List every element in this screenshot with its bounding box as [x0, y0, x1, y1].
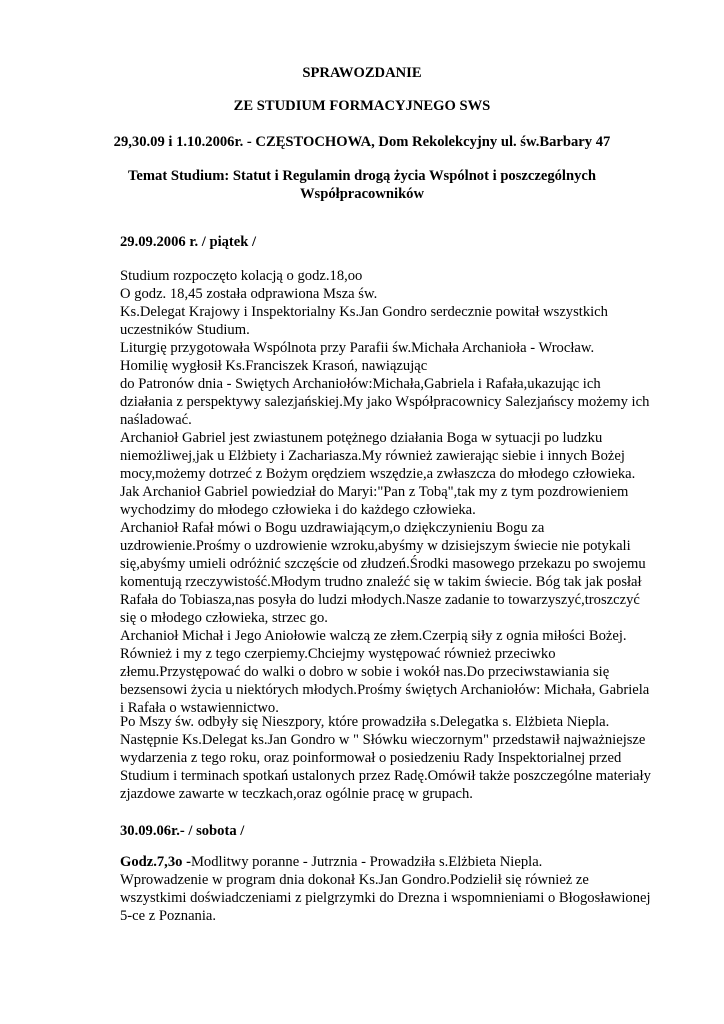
- text-line: uczestników Studium.: [120, 322, 250, 338]
- time-label: Godz.7,3o -: [120, 854, 191, 870]
- morning-lines: [120, 871, 660, 925]
- text-line: działania z perspektywy salezjańskiej.My jako Współpracownicy Salezjańscy możemy ich: [120, 394, 650, 410]
- theme-line-1: Temat Studium: Statut i Regulamin drogą życia Wspólnot i poszczególnych: [128, 168, 596, 184]
- text-line: zjazdowe zawarte w teczkach,oraz ogólnie pracę w grupach.: [120, 786, 473, 802]
- text-line: Archanioł Michał i Jego Aniołowie walczą ze złem.Czerpią siły z ognia miłości Bożej.: [120, 628, 627, 644]
- text-line: Liturgię przygotowała Wspólnota przy Parafii św.Michała Archanioła - Wrocław.: [120, 340, 595, 356]
- text-line: się,abyśmy umieli odróżnić szczęście od złudzeń.Środki masowego przekazu po swojemu: [120, 556, 646, 572]
- evening-paragraph: [120, 713, 660, 803]
- text-line: [120, 853, 660, 871]
- day1-heading: 29.09.2006 r. / piątek /: [120, 234, 257, 250]
- text-line: O godz. 18,45 została odprawiona Msza św.: [120, 286, 378, 302]
- text-line: mocy,możemy dotrzeć z Bożym orędziem wszędzie,a zwłaszcza do młodego człowieka.: [120, 466, 636, 482]
- text-line: Po Mszy św. odbyły się Nieszpory, które prowadziła s.Delegatka s. Elżbieta Niepla.: [120, 714, 610, 730]
- text-line: wszystkimi doświadczeniami z pielgrzymki do Drezna i wspomnieniami o Błogosławionej: [120, 890, 651, 906]
- text-line: Studium rozpoczęto kolacją o godz.18,oo: [120, 268, 363, 284]
- text-line: niemożliwej,jak u Elżbiety i Zachariasza.My również zawierając siebie i innych Bożej: [120, 448, 625, 464]
- text-line: bezsensowi życia u niektórych młodych.Prośmy świętych Archaniołów: Michała, Gabriela: [120, 682, 650, 698]
- day2-heading: 30.09.06r.- / sobota /: [120, 823, 245, 839]
- text-line: wychodzimy do młodego człowieka i do każdego człowieka.: [120, 502, 476, 518]
- morning-paragraph: [120, 853, 660, 925]
- text-line: do Patronów dnia - Swiętych Archaniołów:Michała,Gabriela i Rafała,ukazując ich: [120, 376, 601, 392]
- text-line: Homilię wygłosił Ks.Franciszek Krasoń, nawiązując: [120, 358, 428, 374]
- theme-line-2: Współpracowników: [299, 186, 425, 202]
- text-line: Archanioł Gabriel jest zwiastunem potężnego działania Boga w sytuacji po ludzku: [120, 430, 603, 446]
- text-line: Archanioł Rafał mówi o Bogu uzdrawiającym,o dziękczynieniu Bogu za: [120, 520, 545, 536]
- text-line: Również i my z tego czerpiemy.Chciejmy występować również przeciwko: [120, 646, 556, 662]
- location-line: 29,30.09 i 1.10.2006r. - CZĘSTOCHOWA, Dom Rekolekcyjny ul. św.Barbary 47: [113, 134, 611, 150]
- text-line: 5-ce z Poznania.: [120, 908, 217, 924]
- document-title: SPRAWOZDANIE: [302, 65, 422, 81]
- text-line: komentują rzeczywistość.Młodym trudno znaleźć się w takim świecie. Bóg tak jak posłał: [120, 574, 642, 590]
- text-line: się o młodego człowieka, strzec go.: [120, 610, 328, 626]
- document-subtitle: ZE STUDIUM FORMACYJNEGO SWS: [233, 98, 491, 114]
- day1-paragraph: [120, 267, 660, 717]
- text-line: naśladować.: [120, 412, 192, 428]
- text-line: Rafała do Tobiasza,nas posyła do ludzi młodych.Nasze zadanie to towarzyszyć,troszczyć: [120, 592, 640, 608]
- text-line: złemu.Przystępować do walki o dobro w sobie i wokół nas.Do przeciwstawiania się: [120, 664, 610, 680]
- text-line: Wprowadzenie w program dnia dokonał Ks.Jan Gondro.Podzielił się również ze: [120, 872, 589, 888]
- text-line: Ks.Delegat Krajowy i Inspektorialny Ks.Jan Gondro serdecznie powitał wszystkich: [120, 304, 608, 320]
- text-line: Jak Archanioł Gabriel powiedział do Maryi:"Pan z Tobą",tak my z tym pozdrowieniem: [120, 484, 629, 500]
- text-line: wydarzenia z tego roku, oraz poinformował o posiedzeniu Rady Inspektorialnej przed: [120, 750, 622, 766]
- text-line: i Rafała o wstawiennictwo.: [120, 700, 279, 716]
- text-line: uzdrowienie.Prośmy o uzdrowienie wzroku,abyśmy w dzisiejszym świecie nie potykali: [120, 538, 631, 554]
- text-line: Studium i terminach spotkań ustalonych przez Radę.Omówił także poszczególne materiały: [120, 768, 651, 784]
- text-line: Następnie Ks.Delegat ks.Jan Gondro w " Słówku wieczornym" przedstawił najważniejsze: [120, 732, 646, 748]
- morning-first-line: Modlitwy poranne - Jutrznia - Prowadziła s.Elżbieta Niepla.: [190, 854, 543, 870]
